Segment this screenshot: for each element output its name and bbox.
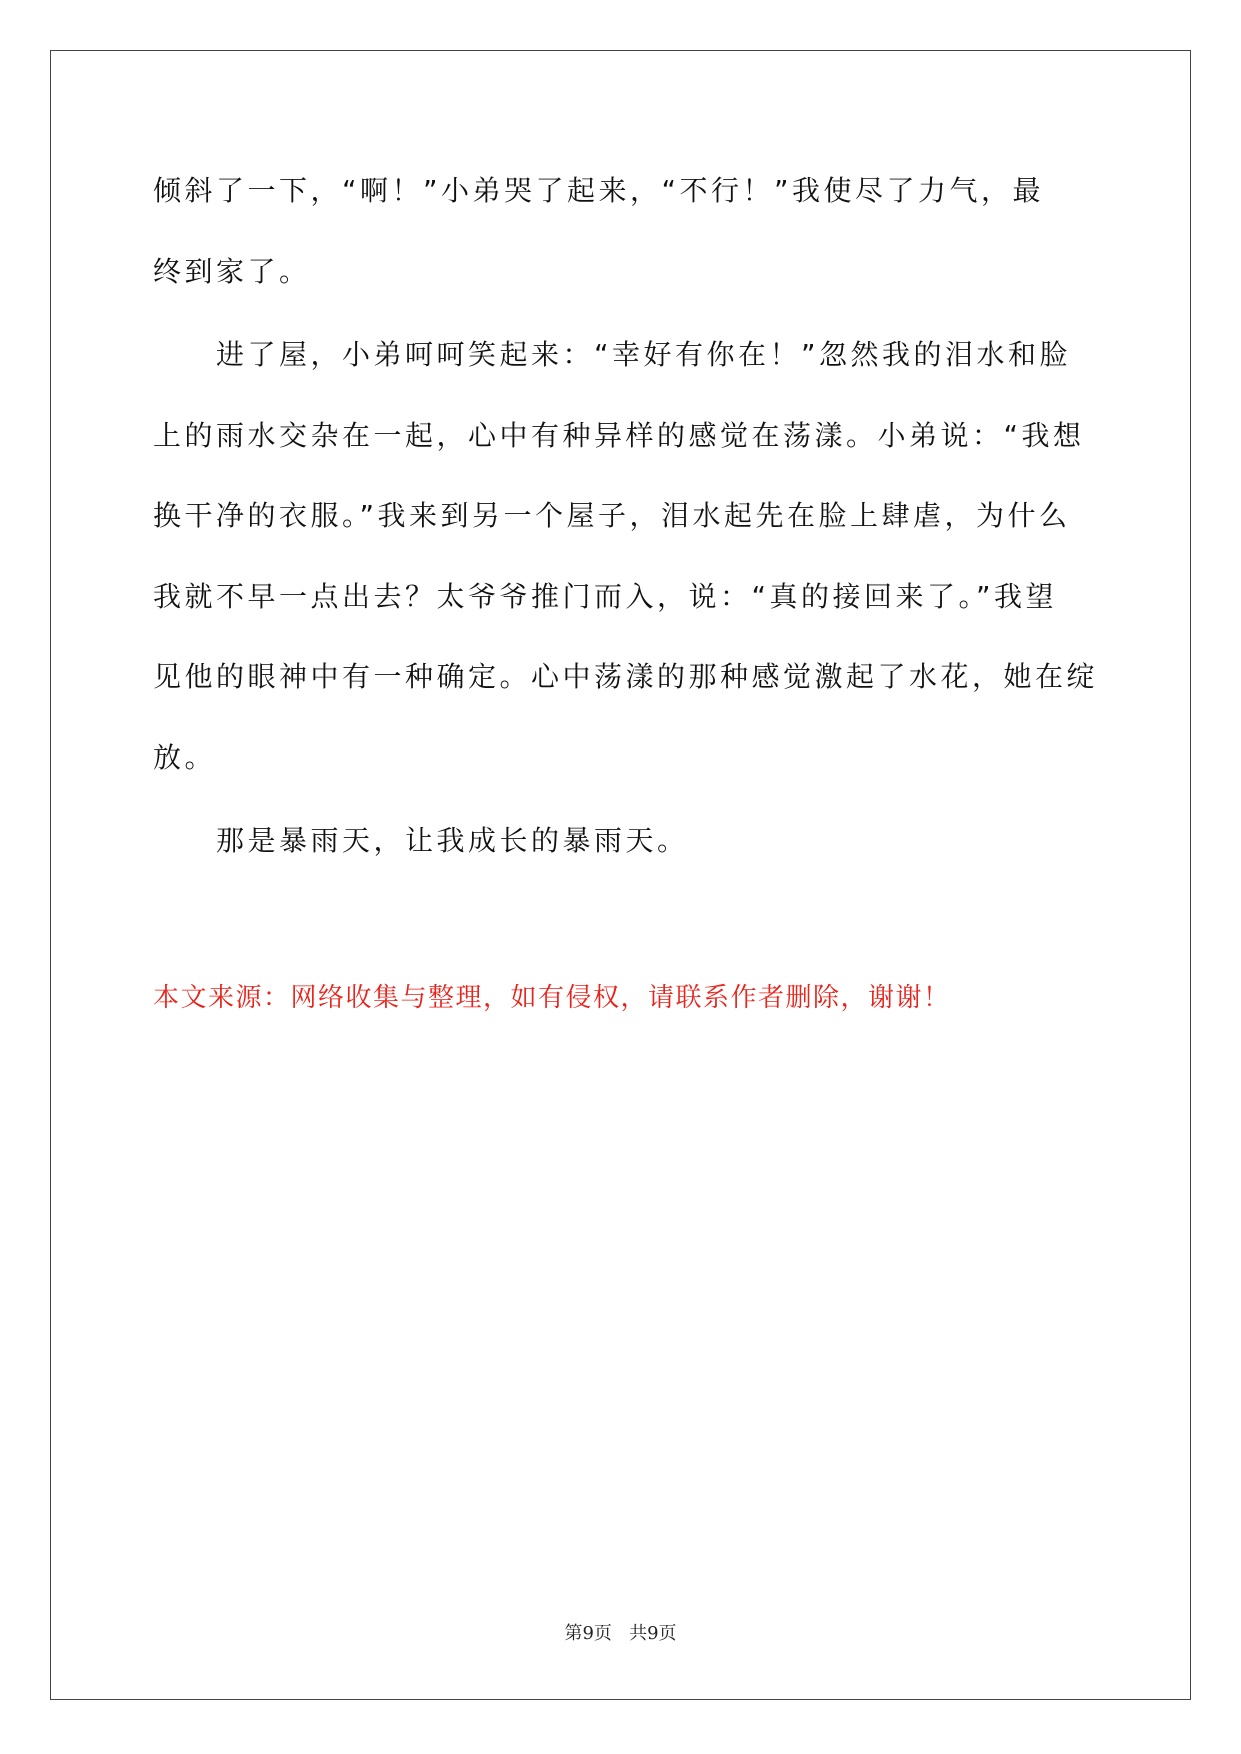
page-border xyxy=(50,50,1191,1700)
paragraph-2-line-6: 放。 xyxy=(153,741,217,774)
paragraph-2-line-1: 进了屋，小弟呵呵笑起来：“幸好有你在！”忽然我的泪水和脸 xyxy=(216,338,1072,371)
page-total: 共9页 xyxy=(629,1623,677,1644)
paragraph-2-line-5: 见他的眼神中有一种确定。心中荡漾的那种感觉激起了水花，她在绽 xyxy=(153,660,1099,693)
paragraph-2-line-3: 换干净的衣服。”我来到另一个屋子，泪水起先在脸上肆虐，为什么 xyxy=(153,499,1071,532)
paragraph-3-line-1: 那是暴雨天，让我成长的暴雨天。 xyxy=(216,824,689,857)
source-note: 本文来源：网络收集与整理，如有侵权，请联系作者删除，谢谢！ xyxy=(153,983,951,1013)
page-footer xyxy=(0,1625,1241,1643)
paragraph-2-line-4: 我就不早一点出去？太爷爷推门而入，说：“真的接回来了。”我望 xyxy=(153,580,1058,613)
paragraph-1-line-2: 终到家了。 xyxy=(153,255,311,288)
page-number: 第9页 xyxy=(564,1623,612,1644)
paragraph-1-line-1: 倾斜了一下，“啊！”小弟哭了起来，“不行！”我使尽了力气，最 xyxy=(153,174,1045,207)
paragraph-2-line-2: 上的雨水交杂在一起，心中有种异样的感觉在荡漾。小弟说：“我想 xyxy=(153,419,1085,452)
